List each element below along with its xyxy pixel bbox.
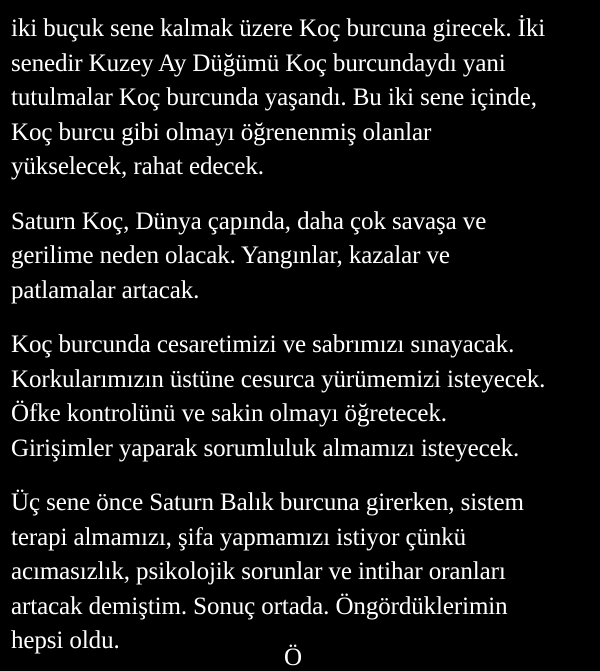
text-line: Üç sene önce Saturn Balık burcuna girerken, sistem [11, 489, 524, 516]
text-line: terapi almamızı, şifa yapmamızı istiyor çünkü [11, 523, 467, 551]
text-line: Saturn Koç, Dünya çapında, daha çok savaşa ve [11, 207, 487, 235]
text-line: Korkularımızın üstüne cesurca yürümemizi isteyecek. [11, 365, 546, 393]
paragraph-2 [11, 205, 588, 309]
text-line: Koç burcu gibi olmayı öğrenenmiş olanlar [11, 118, 432, 146]
text-line: gerilime neden olacak. Yangınlar, kazalar ve [11, 242, 450, 269]
text-line: yükselecek, rahat edecek. [11, 153, 264, 180]
text-line: tutulmalar Koç burcunda yaşandı. Bu iki sene içinde, [11, 84, 537, 111]
text-line: Öfke kontrolünü ve sakin olmayı öğretecek. [11, 400, 447, 427]
text-line: patlamalar artacak. [11, 276, 200, 304]
text-line: iki buçuk sene kalmak üzere Koç burcuna girecek. İki [11, 15, 546, 42]
cut-off-next-line-glyph: Ö [284, 644, 303, 671]
paragraph-1 [11, 12, 588, 185]
paragraph-4 [11, 486, 588, 659]
text-line: senedir Kuzey Ay Düğümü Koç burcundaydı yani [11, 49, 506, 77]
text-line: hepsi oldu. [11, 627, 120, 654]
text-line: acımasızlık, psikolojik sorunlar ve intihar oranları [11, 558, 506, 585]
text-line: Koç burcunda cesaretimizi ve sabrımızı sınayacak. [11, 331, 515, 358]
text-line: Girişimler yaparak sorumluluk almamızı isteyecek. [11, 434, 520, 462]
text-line: artacak demiştim. Sonuç ortada. Öngördüklerimin [11, 592, 508, 620]
paragraph-3 [11, 328, 588, 466]
